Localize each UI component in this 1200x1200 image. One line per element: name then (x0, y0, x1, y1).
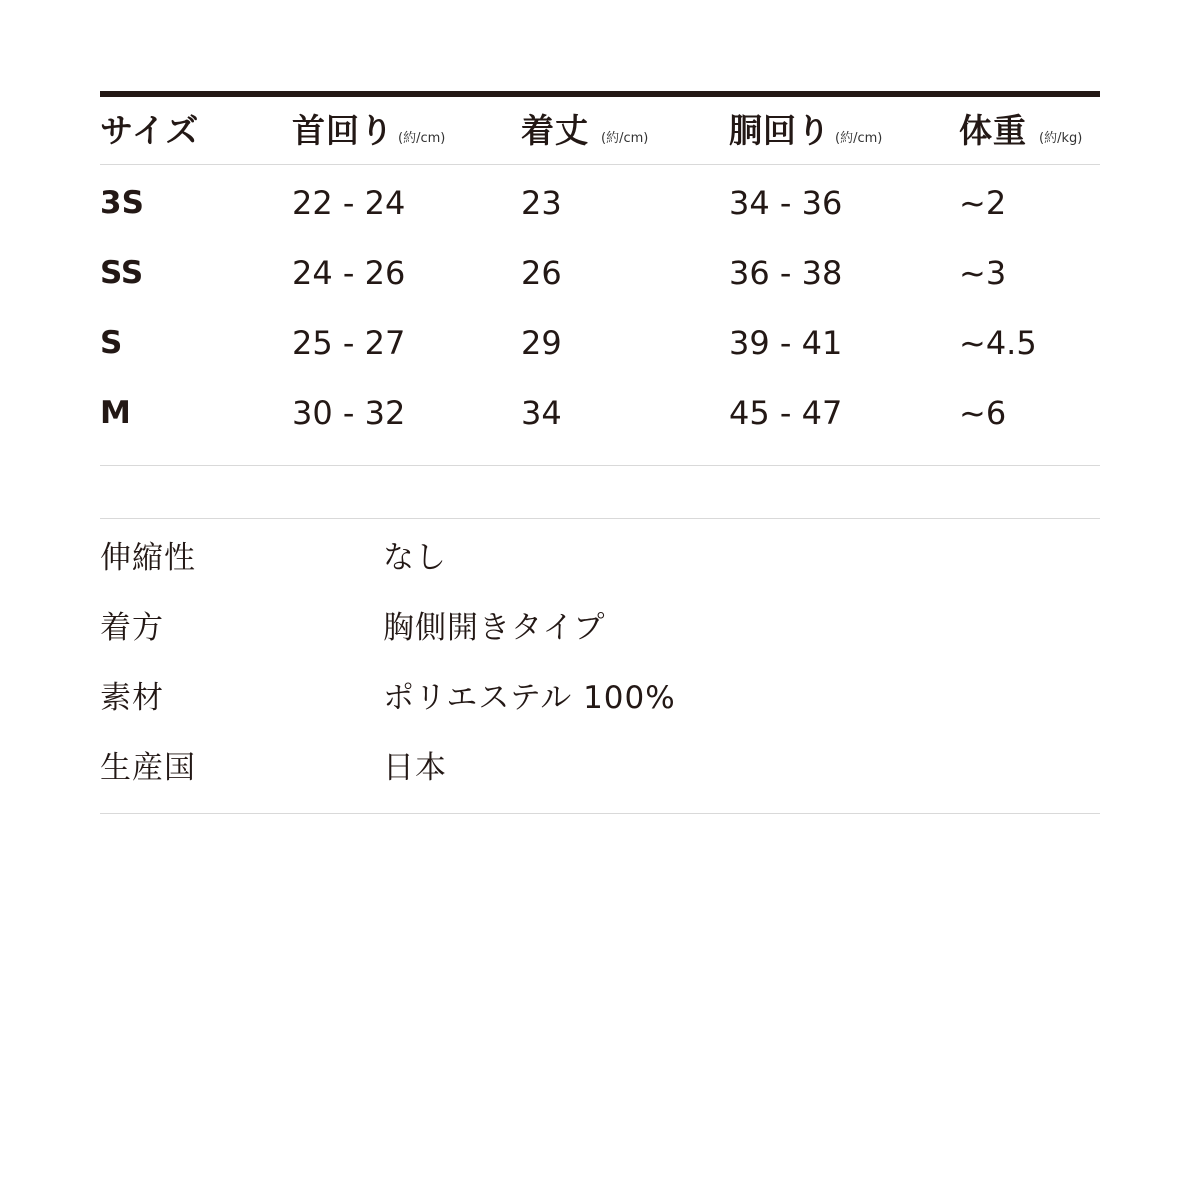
cell-length: 26 (521, 254, 562, 292)
table-row (100, 308, 1100, 378)
spec-table (100, 518, 1100, 814)
header-length (521, 97, 648, 172)
spec-label: 生産国 (100, 750, 196, 786)
spec-label: 伸縮性 (100, 540, 196, 576)
header-size (100, 97, 199, 164)
spec-row-origin (100, 733, 1100, 803)
cell-size: S (100, 325, 123, 361)
header-waist (729, 97, 882, 172)
spec-value: ポリエステル 100% (383, 680, 676, 716)
header-weight-label: 体重 (959, 111, 1027, 150)
size-table-header (100, 97, 1100, 165)
cell-length: 29 (521, 324, 562, 362)
cell-weight: ~3 (959, 254, 1007, 292)
cell-neck: 25 - 27 (292, 324, 406, 362)
table-row (100, 168, 1100, 238)
spec-label: 着方 (100, 610, 164, 646)
cell-neck: 24 - 26 (292, 254, 406, 292)
cell-size: 3S (100, 185, 144, 221)
header-neck-unit: (約/cm) (398, 131, 446, 146)
table-row (100, 238, 1100, 308)
header-waist-label: 胴回り (729, 111, 831, 150)
table-bottom-divider (100, 448, 1100, 466)
spec-row-wearing (100, 593, 1100, 663)
cell-weight: ~6 (959, 394, 1007, 432)
header-weight (959, 97, 1082, 172)
spec-value: なし (383, 540, 447, 576)
header-waist-unit: (約/cm) (835, 131, 883, 146)
spec-label: 素材 (100, 680, 164, 716)
cell-weight: ~4.5 (959, 324, 1037, 362)
cell-waist: 45 - 47 (729, 394, 843, 432)
spec-row-material (100, 663, 1100, 733)
header-neck-label: 首回り (292, 111, 394, 150)
cell-waist: 34 - 36 (729, 184, 843, 222)
header-neck (292, 97, 445, 172)
header-weight-unit: (約/kg) (1039, 131, 1083, 146)
header-size-label: サイズ (100, 111, 200, 150)
cell-length: 23 (521, 184, 562, 222)
size-table (100, 91, 1100, 466)
table-row (100, 378, 1100, 448)
cell-weight: ~2 (959, 184, 1007, 222)
cell-neck: 30 - 32 (292, 394, 406, 432)
cell-waist: 36 - 38 (729, 254, 843, 292)
cell-waist: 39 - 41 (729, 324, 843, 362)
spec-value: 胸側開きタイプ (383, 610, 606, 646)
header-length-label: 着丈 (521, 111, 589, 150)
header-length-unit: (約/cm) (601, 131, 649, 146)
cell-size: SS (100, 255, 144, 291)
cell-length: 34 (521, 394, 562, 432)
cell-size: M (100, 395, 131, 431)
cell-neck: 22 - 24 (292, 184, 406, 222)
spec-row-stretch (100, 523, 1100, 593)
spec-value: 日本 (383, 750, 447, 786)
